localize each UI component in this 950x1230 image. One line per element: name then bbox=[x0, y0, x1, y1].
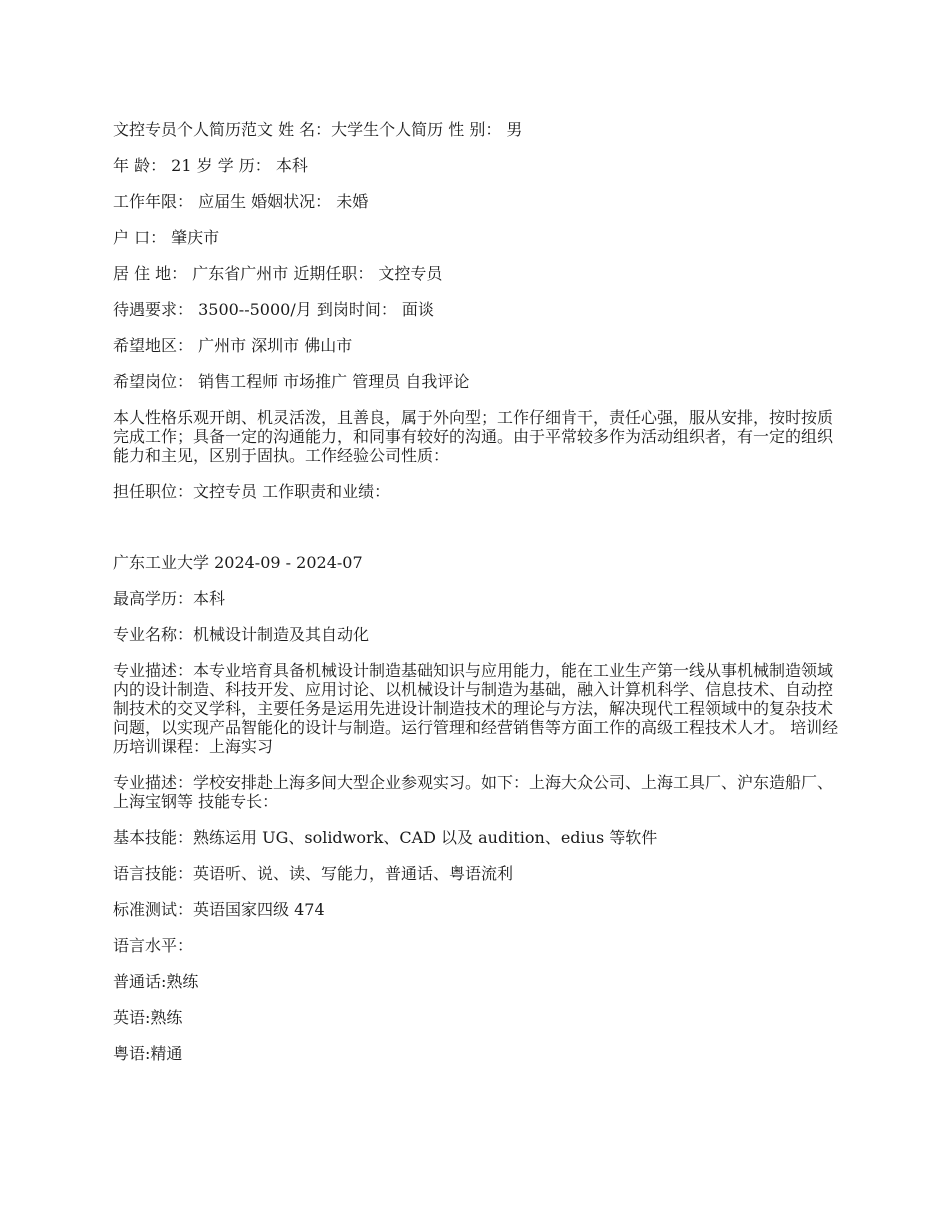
desired-position-line: 希望岗位： 销售工程师 市场推广 管理员 自我评论 bbox=[113, 372, 470, 391]
cantonese-level-line: 粤语:精通 bbox=[113, 1044, 183, 1063]
language-level-heading: 语言水平： bbox=[113, 936, 194, 955]
major-description-paragraph: 专业描述：本专业培育具备机械设计制造基础知识与应用能力，能在工业生产第一线从事机械制造领域内的设计制造、科技开发、应用讨论、以机械设计与制造为基础，融入计算机科学、信息技术、自动控制技术的交叉学科，主要任务是运用先进设计制造技术的理论与方法，解决现代工程领域中的复杂技术问题，以实现产品智能化的设计与制造。运行管理和经营销售等方面工作的高级工程技术人才。 培训经历培训课程：上海实习 bbox=[113, 661, 839, 756]
self-evaluation-paragraph: 本人性格乐观开朗、机灵活泼，且善良，属于外向型；工作仔细肯干，责任心强，服从安排，按时按质完成工作；具备一定的沟通能力，和同事有较好的沟通。由于平常较多作为活动组织者，有一定的组织能力和主见，区别于固执。工作经验公司性质： bbox=[113, 408, 834, 465]
internship-description-paragraph: 专业描述：学校安排赴上海多间大型企业参观实习。如下：上海大众公司、上海工具厂、沪东造船厂、上海宝钢等 技能专长： bbox=[113, 773, 834, 811]
section-gap bbox=[113, 518, 841, 553]
mandarin-level-line: 普通话:熟练 bbox=[113, 972, 199, 991]
position-held-line: 担任职位：文控专员 工作职责和业绩： bbox=[113, 482, 391, 501]
residence-recent-job-line: 居 住 地： 广东省广州市 近期任职： 文控专员 bbox=[113, 264, 443, 283]
desired-region-line: 希望地区： 广州市 深圳市 佛山市 bbox=[113, 336, 353, 355]
standard-test-line: 标准测试：英语国家四级 474 bbox=[113, 900, 325, 919]
basic-skills-line: 基本技能：熟练运用 UG、solidwork、CAD 以及 audition、edius 等软件 bbox=[113, 828, 658, 847]
salary-availability-line: 待遇要求： 3500--5000/月 到岗时间： 面谈 bbox=[113, 300, 434, 319]
university-line: 广东工业大学 2024-09 - 2024-07 bbox=[113, 553, 363, 572]
major-name-line: 专业名称：机械设计制造及其自动化 bbox=[113, 625, 370, 644]
highest-degree-line: 最高学历：本科 bbox=[113, 589, 226, 608]
age-education-line: 年 龄： 21 岁 学 历： 本科 bbox=[113, 156, 308, 175]
hukou-line: 户 口： 肇庆市 bbox=[113, 228, 220, 247]
resume-document bbox=[113, 120, 841, 1080]
title-line: 文控专员个人简历范文 姓 名：大学生个人简历 性 别： 男 bbox=[113, 120, 523, 139]
work-years-marital-line: 工作年限： 应届生 婚姻状况： 未婚 bbox=[113, 192, 369, 211]
language-skills-line: 语言技能：英语听、说、读、写能力，普通话、粤语流利 bbox=[113, 864, 514, 883]
english-level-line: 英语:熟练 bbox=[113, 1008, 183, 1027]
